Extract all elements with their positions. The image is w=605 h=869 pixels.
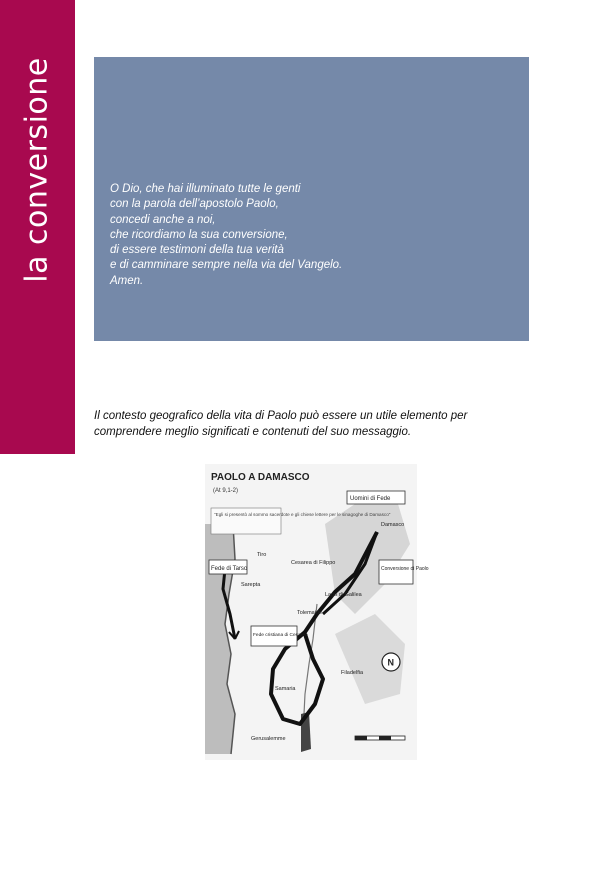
side-band <box>0 0 75 454</box>
prayer-line: Amen. <box>110 274 144 287</box>
map-title: PAOLO A DAMASCO <box>211 472 310 483</box>
prayer-line: di essere testimoni della tua verità <box>110 244 284 257</box>
prayer-line: concedi anche a noi, <box>110 213 216 226</box>
prayer-line: che ricordiamo la sua conversione, <box>110 228 288 241</box>
map-compass-letter: N <box>387 657 394 668</box>
map-scale-bar <box>379 736 391 740</box>
map-box <box>379 560 413 584</box>
map-label-tolemaide: Tolemaide <box>297 610 323 616</box>
map-label-sarepta: Sarepta <box>241 582 261 588</box>
map-label-cesarea: Cesarea di Filippo <box>291 560 336 566</box>
map-label-filadelfia: Filadelfia <box>341 670 364 676</box>
map-label-lago: Lago di Galilea <box>325 592 362 598</box>
map-caption: Il contesto geografico della vita di Paolo può essere un utile elemento per comprendere meglio significati e contenuti del suo messaggio. <box>94 410 468 438</box>
map-subtitle: (At 9,1-2) <box>213 488 239 494</box>
map-label-damasco: Damasco <box>381 522 405 528</box>
map-label-top-box: Uomini di Fede <box>350 496 391 502</box>
prayer-line: con la parola dell’apostolo Paolo, <box>110 198 279 211</box>
prayer-line: O Dio, che hai illuminato tutte le genti <box>110 183 301 195</box>
map-scale-bar <box>355 736 367 740</box>
map-label-gerusalemme: Gerusalemme <box>251 736 286 742</box>
map-label-left-box: Fede di Tarso <box>211 566 248 572</box>
prayer-text <box>110 182 342 289</box>
map-label-right-box: Conversione di Paolo <box>381 566 429 572</box>
map-image <box>205 464 429 760</box>
prayer-box <box>94 57 529 341</box>
prayer-line: e di camminare sempre nella via del Vangelo. <box>110 259 343 272</box>
map-label-samaria: Samaria <box>275 686 296 692</box>
map-label-mid-box: Fede cristiana di Cesarea <box>253 633 308 638</box>
section-title: la conversione <box>19 57 55 283</box>
map-label-tiro: Tiro <box>257 552 267 558</box>
map-quote: "Egli si presentò al sommo sacerdote e gli chiese lettere per le sinagoghe di Damasco" <box>214 512 391 517</box>
